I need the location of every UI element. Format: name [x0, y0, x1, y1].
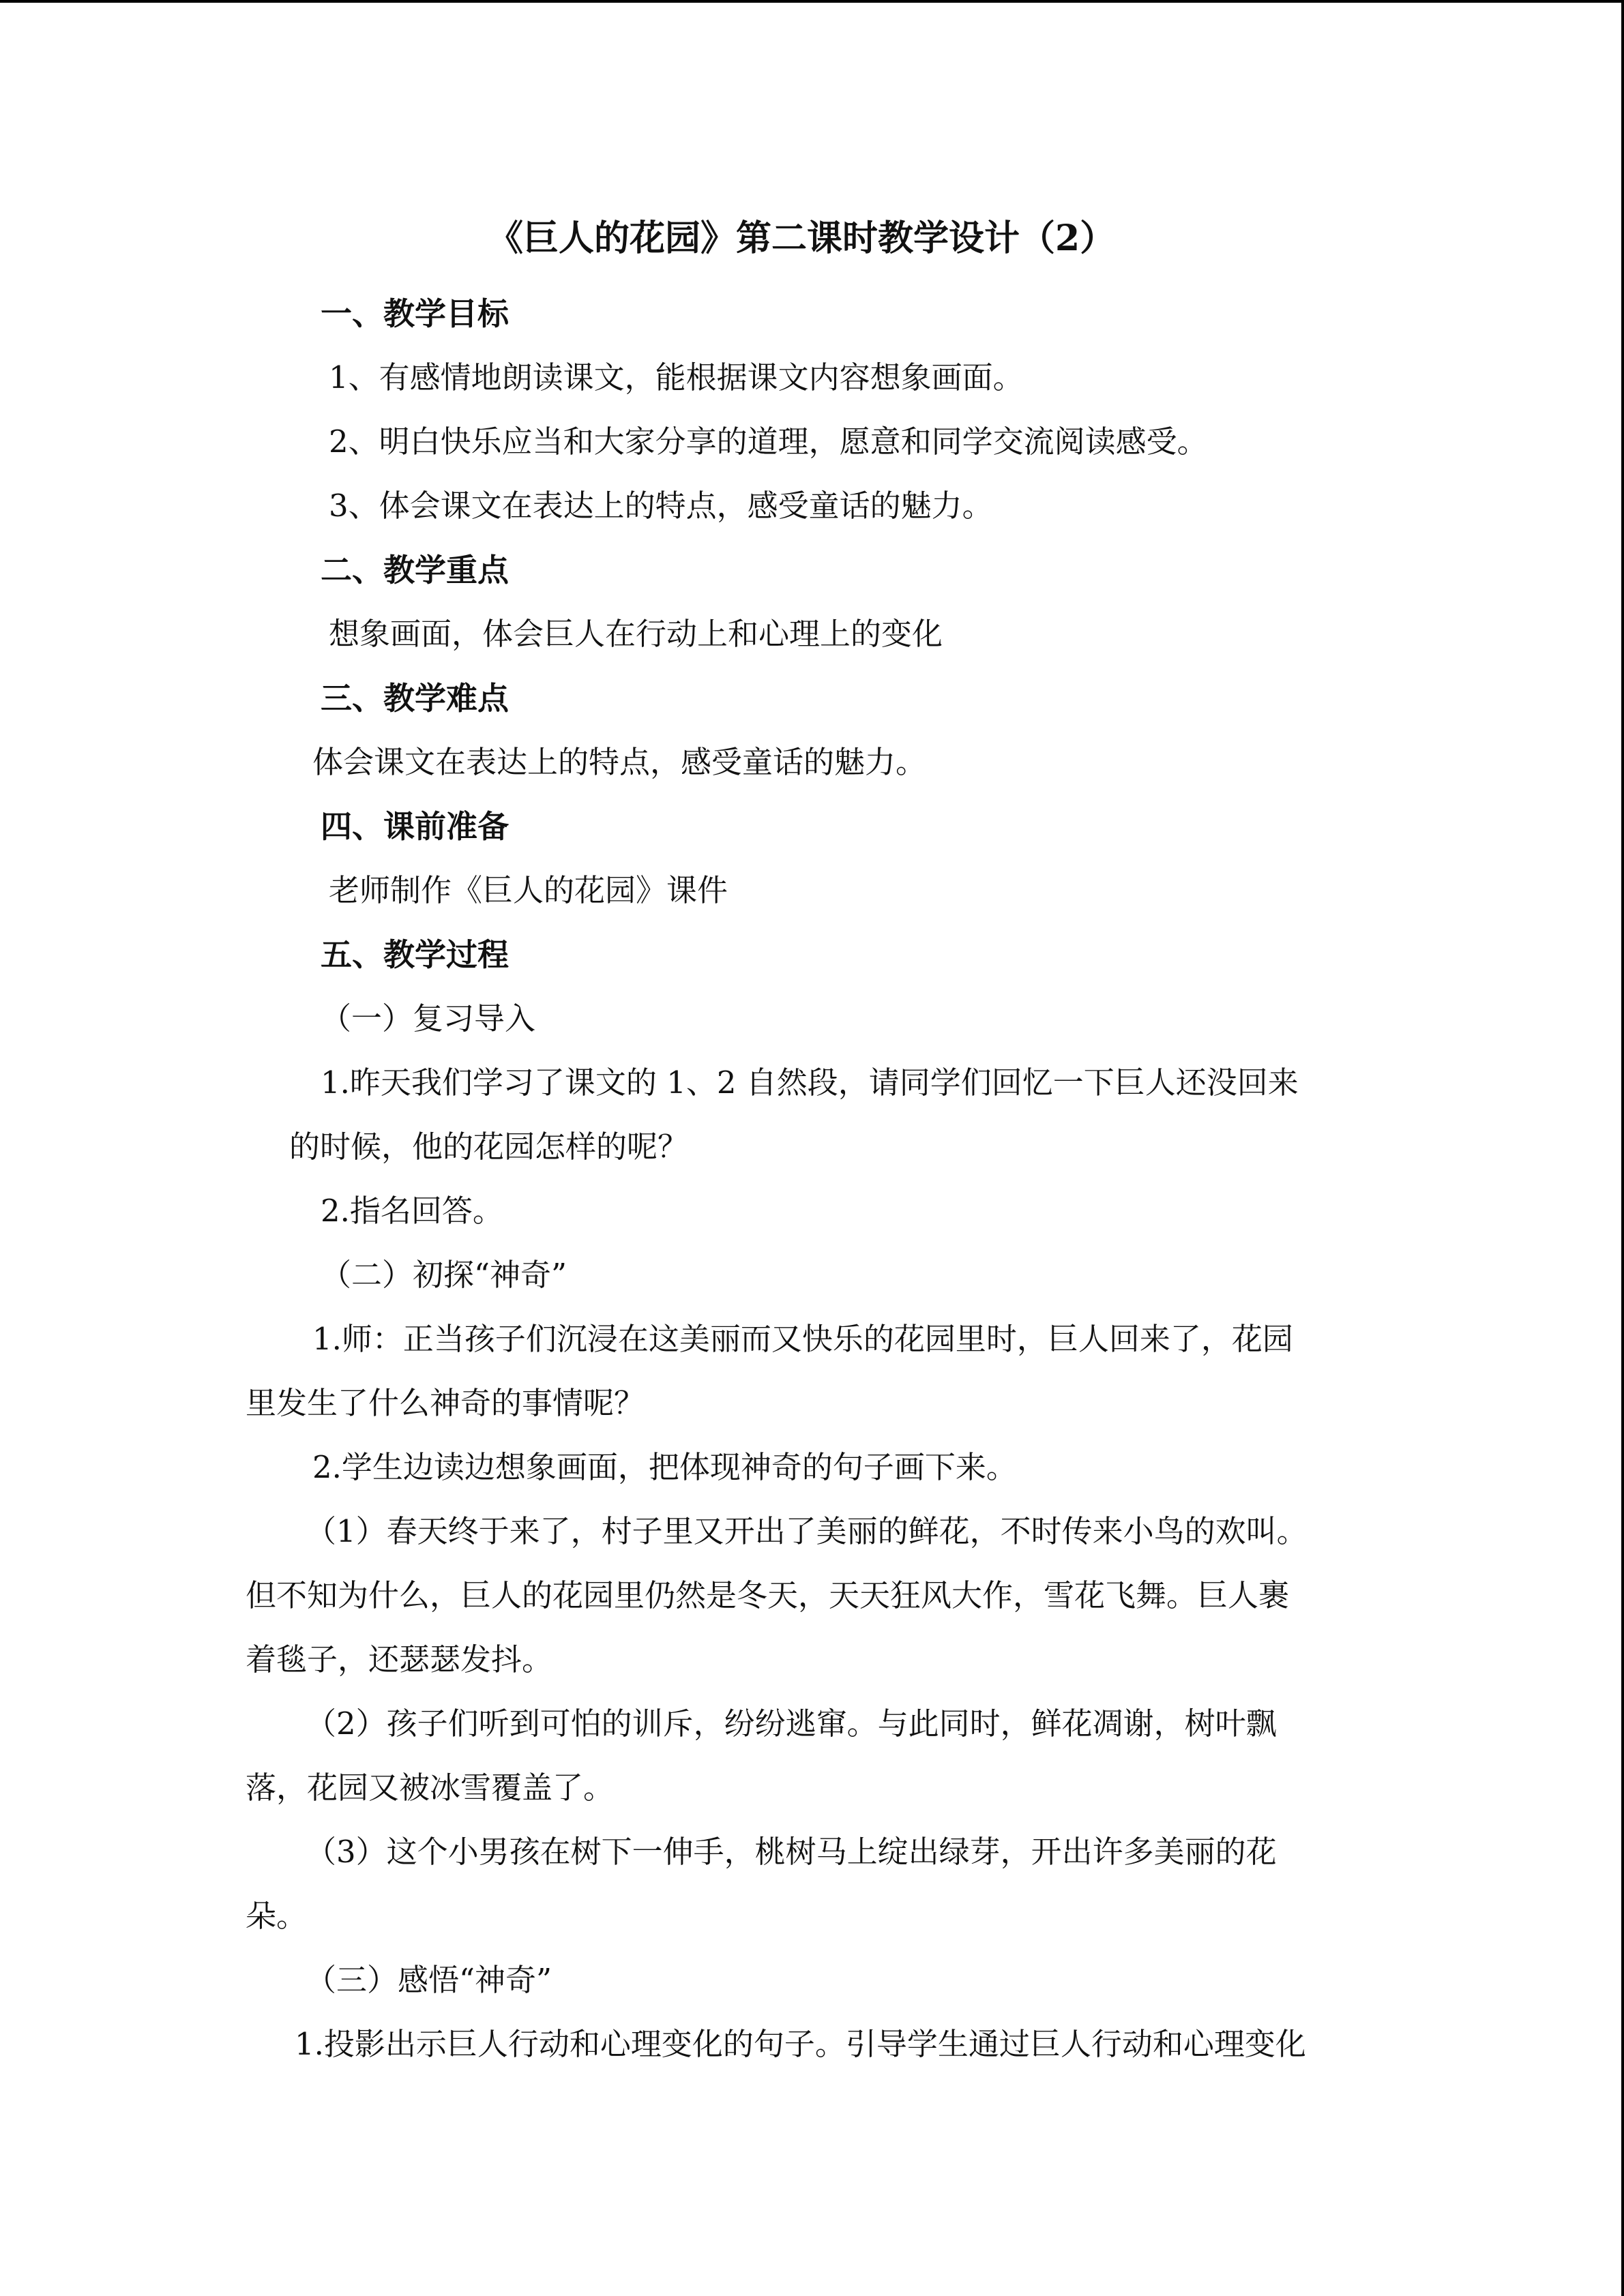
page-right-border — [1621, 0, 1624, 2296]
goal-2: 2、明白快乐应当和大家分享的道理，愿意和同学交流阅读感受。 — [329, 423, 1208, 460]
heading-key-points: 二、教学重点 — [321, 552, 509, 588]
paragraph-text: 落，花园又被冰雪覆盖了。 — [246, 1770, 615, 1806]
paragraph-text: 2.指名回答。 — [321, 1193, 503, 1229]
paragraph-text: 的时候，他的花园怎样的呢？ — [289, 1129, 689, 1165]
heading-difficulties: 三、教学难点 — [321, 680, 509, 717]
heading-teaching-goals: 一、教学目标 — [321, 295, 509, 332]
section-first-explore: （二）初探“神奇” — [321, 1257, 567, 1293]
paragraph-text: 1.昨天我们学习了课文的 1、2 自然段，请同学们回忆一下巨人还没回来 — [321, 1064, 1299, 1101]
difficulties-text: 体会课文在表达上的特点，感受童话的魅力。 — [312, 744, 927, 780]
paragraph-text: 2.学生边读边想象画面，把体现神奇的句子画下来。 — [312, 1449, 1017, 1485]
preparation-text: 老师制作《巨人的花园》课件 — [329, 872, 728, 908]
paragraph-text: （3）这个小男孩在树下一伸手，桃树马上绽出绿芽，开出许多美丽的花 — [306, 1834, 1277, 1870]
section-review: （一）复习导入 — [321, 1000, 536, 1037]
key-points-text: 想象画面，体会巨人在行动上和心理上的变化 — [329, 616, 943, 652]
heading-process: 五、教学过程 — [321, 936, 509, 973]
paragraph-text: 1.投影出示巨人行动和心理变化的句子。引导学生通过巨人行动和心理变化 — [295, 2026, 1306, 2062]
paragraph-text: 但不知为什么，巨人的花园里仍然是冬天，天天狂风大作，雪花飞舞。巨人裹 — [246, 1577, 1290, 1613]
document-title: 《巨人的花园》第二课时教学设计（2） — [488, 218, 1116, 259]
goal-1: 1、有感情地朗读课文，能根据课文内容想象画面。 — [329, 359, 1024, 396]
paragraph-text: 朵。 — [246, 1898, 308, 1934]
section-perceive: （三）感悟“神奇” — [306, 1962, 552, 1998]
page-top-border — [0, 0, 1624, 3]
paragraph-text: 着毯子，还瑟瑟发抖。 — [246, 1641, 553, 1678]
paragraph-text: 1.师：正当孩子们沉浸在这美丽而又快乐的花园里时，巨人回来了，花园 — [312, 1321, 1293, 1357]
paragraph-text: （2）孩子们听到可怕的训斥，纷纷逃窜。与此同时，鲜花凋谢，树叶飘 — [306, 1705, 1277, 1742]
paragraph-text: （1）春天终于来了，村子里又开出了美丽的鲜花，不时传来小鸟的欢叫。 — [306, 1513, 1308, 1549]
paragraph-text: 里发生了什么神奇的事情呢？ — [246, 1385, 645, 1421]
goal-3: 3、体会课文在表达上的特点，感受童话的魅力。 — [329, 488, 993, 524]
heading-preparation: 四、课前准备 — [321, 808, 509, 845]
